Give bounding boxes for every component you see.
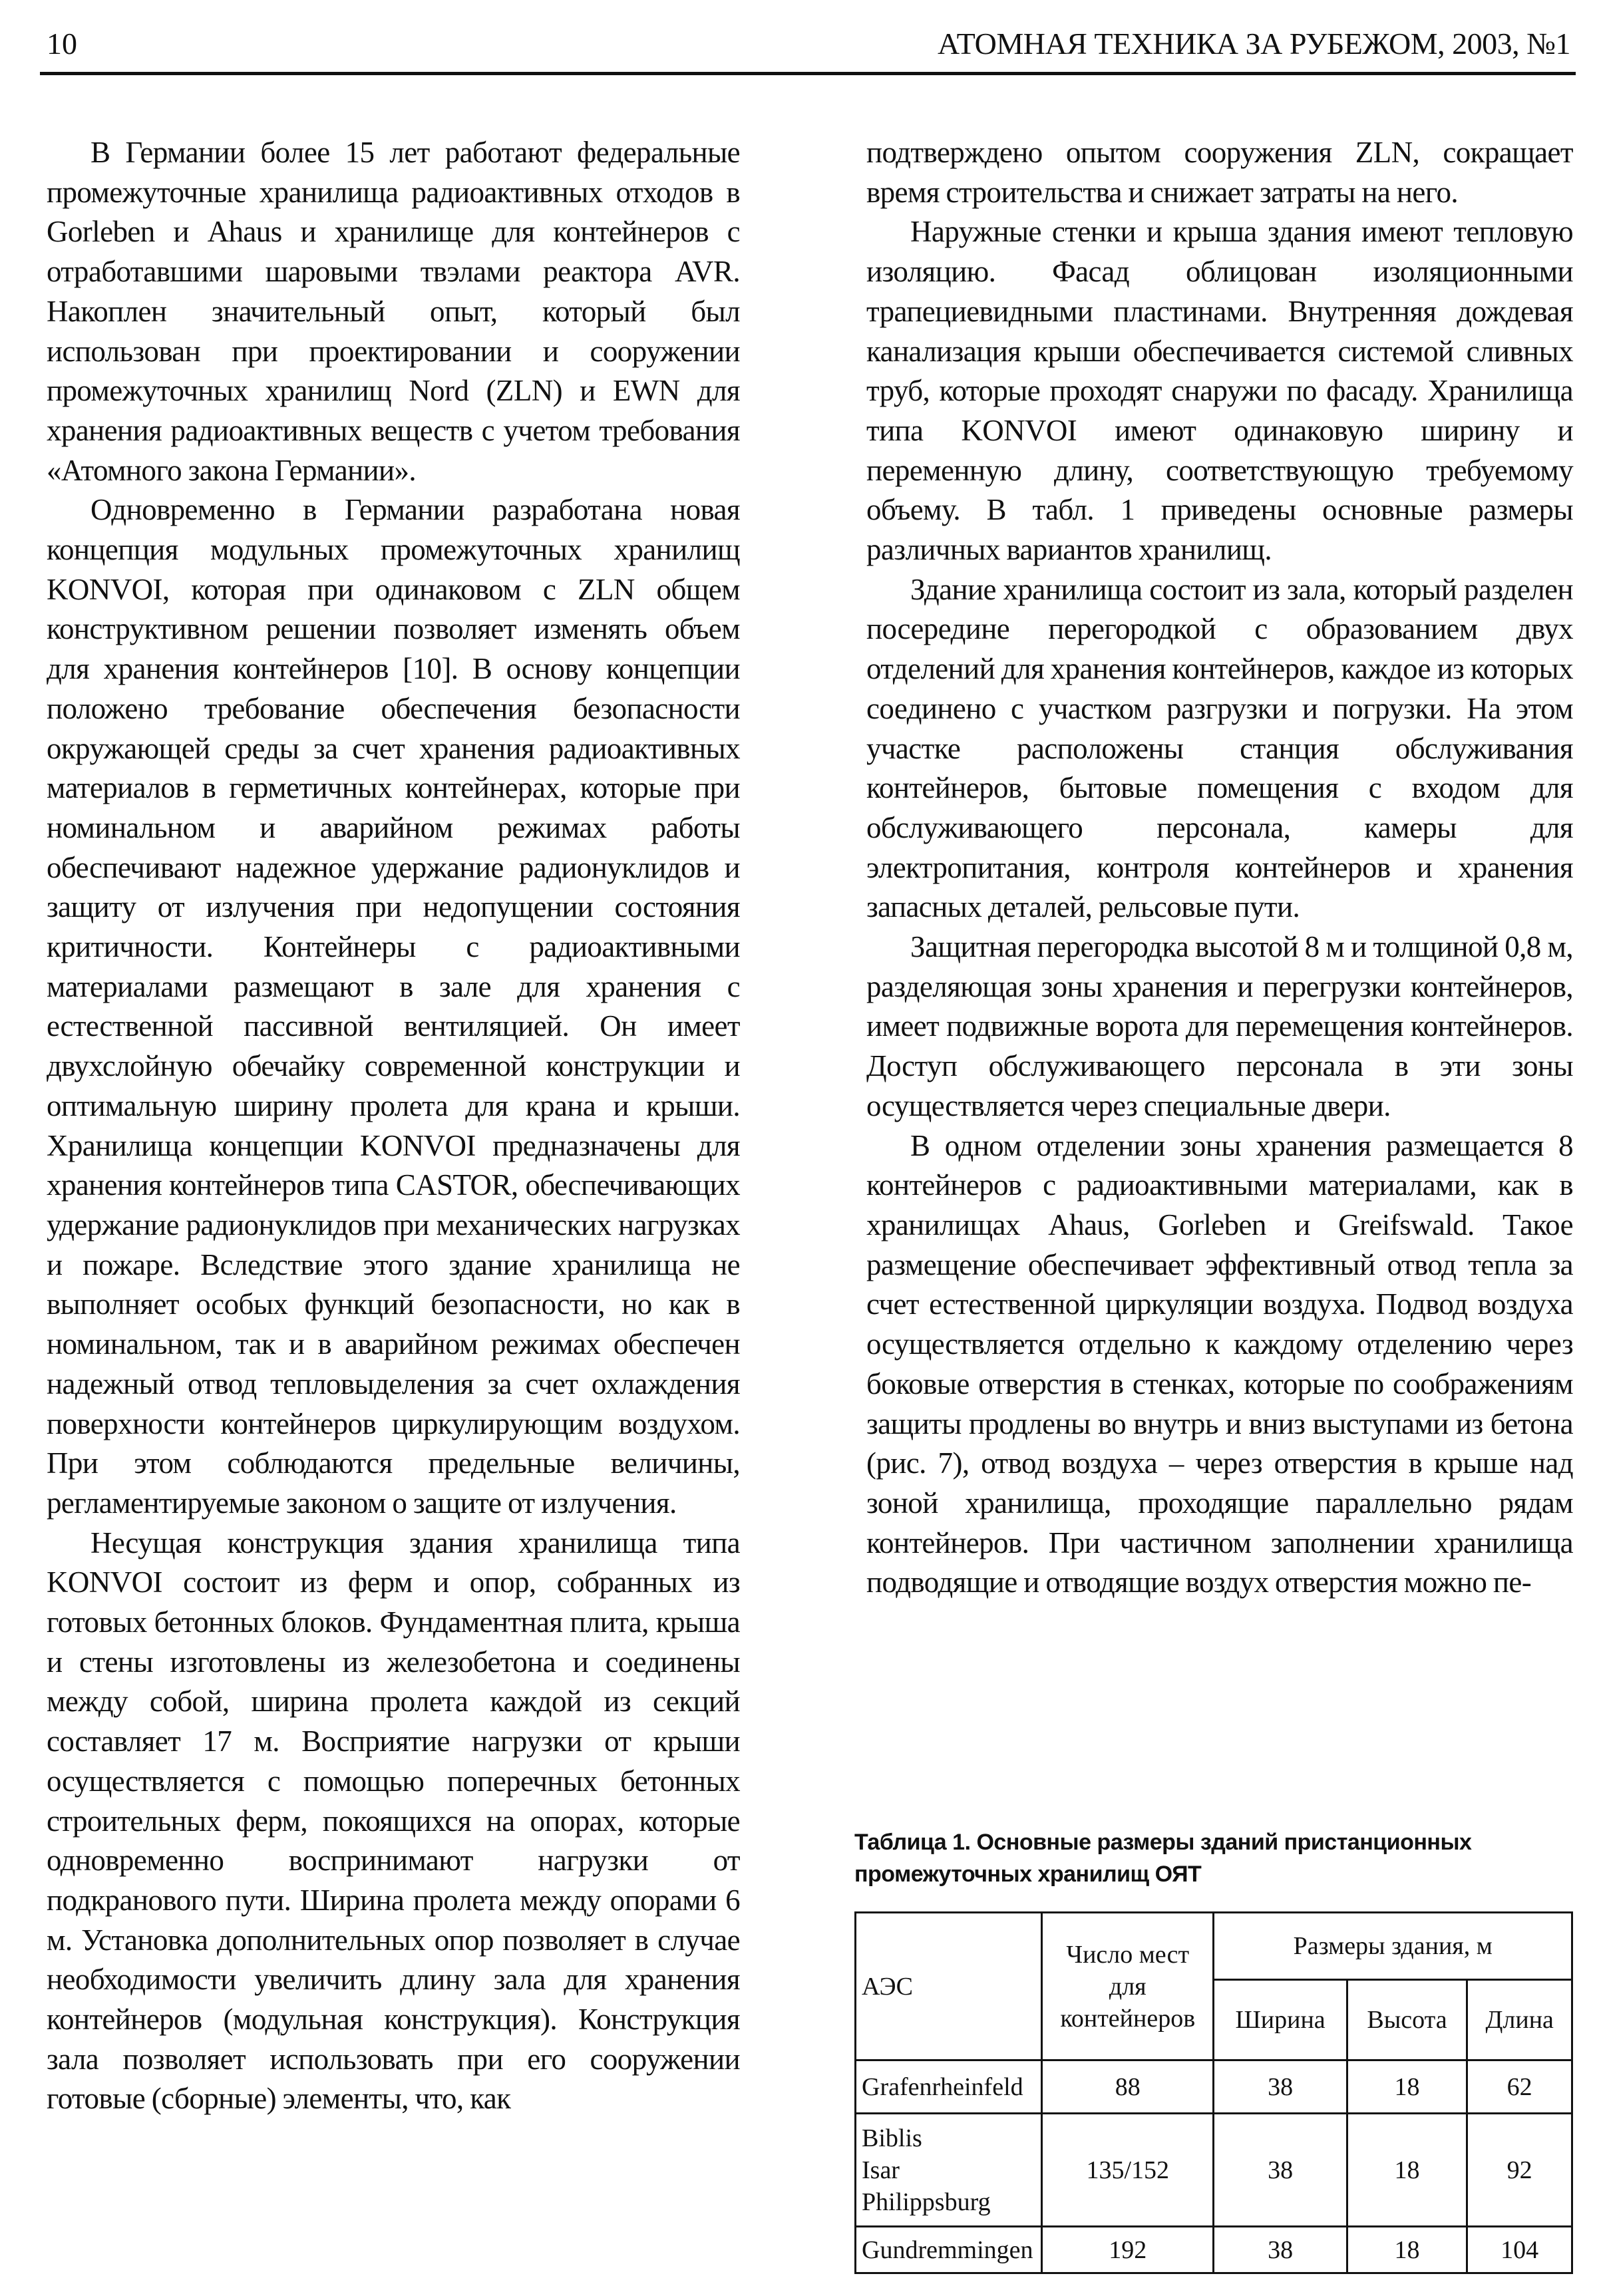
table-row <box>856 2060 1572 2114</box>
cell-length: 104 <box>1467 2227 1572 2273</box>
paragraph: Одновременно в Германии разработана новая концепция модульных промежуточных хранилищ KONVOI, которая при одинаковом с ZLN общем конструктивном решении позволяет изменять объем для хранения контейнеров [10]. В основу концепции положено требование обеспечения безопасности окружающей среды за счет хранения радиоактивных материалов в герметичных контейнерах, которые при номинальном и аварийном режимах работы обеспечивают надежное удержание радионуклидов и защиту от излучения при недопущении состояния критичности. Контейнеры с радиоактивными материалами размещают в зале для хранения с естественной пассивной вентиляцией. Он имеет двухслойную обечайку современной конструкции и оптимальную ширину пролета для крана и крыши. Хранилища концепции KONVOI предназначены для хранения контейнеров типа CASTOR, обеспечивающих удержание радионуклидов при механических нагрузках и пожаре. Вследствие этого здание хранилища не выполняет особых функций безопасности, но как в номинальном, так и в аварийном режимах обеспечен надежный отвод тепловыделения за счет охлаждения поверхности контейнеров циркулирующим воздухом. При этом соблюдаются предельные величины, регламентируемые законом о защите от излучения. <box>47 493 740 1520</box>
paragraph: В Германии более 15 лет работают федеральные промежуточные хранилища радиоактивных отходов в Gorleben и Ahaus и хранилище для контейнеров с отработавшими шаровыми твэлами реактора AVR. Накоплен значительный опыт, который был использован при проектировании и сооружении промежуточных хранилищ Nord (ZLN) и EWN для хранения радиоактивных веществ с учетом требования «Атомного закона Германии». <box>47 136 740 487</box>
header-width: Ширина <box>1214 1980 1347 2060</box>
plant-name: Biblis <box>862 2124 922 2152</box>
cell-plant: Gundremmingen <box>856 2227 1042 2273</box>
table-caption: Таблица 1. Основные размеры зданий пристанционных промежуточных хранилищ ОЯТ <box>854 1830 1472 1887</box>
cell-width: 38 <box>1214 2227 1347 2273</box>
cell-places: 135/152 <box>1042 2114 1214 2227</box>
cell-places: 88 <box>1042 2060 1214 2114</box>
cell-height: 18 <box>1347 2114 1467 2227</box>
journal-title: АТОМНАЯ ТЕХНИКА ЗА РУБЕЖОМ, 2003, №1 <box>937 27 1570 61</box>
left-column <box>47 133 740 2119</box>
cell-length: 62 <box>1467 2060 1572 2114</box>
paragraph: В одном отделении зоны хранения размещается 8 контейнеров с радиоактивными материалами, как в хранилищах Ahaus, Gorleben и Greifswald. Такое размещение обеспечивает эффективный отвод тепла за счет естественной циркуляции воздуха. Подвод воздуха осуществляется отдельно к каждому отделению через боковые отверстия в стенках, которые по соображениям защиты продлены во внутрь и вниз выступами из бетона (рис. 7), отвод воздуха – через отверстия в крыше над зоной хранилища, проходящие параллельно рядам контейнеров. При частичном заполнении хранилища подводящие и отводящие воздух отверстия можно пе- <box>866 1128 1573 1599</box>
header-rule <box>40 72 1576 75</box>
header-plant: АЭС <box>856 1913 1042 2060</box>
table-row <box>856 2114 1572 2227</box>
page-number: 10 <box>47 27 77 61</box>
table-row <box>856 2227 1572 2273</box>
paragraph: Защитная перегородка высотой 8 м и толщиной 0,8 м, разделяющая зоны хранения и перегрузки контейнеров, имеет подвижные ворота для перемещения контейнеров. Доступ обслуживающего персонала в эти зоны осуществляется через специальные двери. <box>866 930 1573 1122</box>
header-places: Число мест для контейнеров <box>1042 1913 1214 2060</box>
paragraph: Несущая конструкция здания хранилища типа KONVOI состоит из ферм и опор, собранных из готовых бетонных блоков. Фундаментная плита, крыша и стены изготовлены из железобетона и соединены между собой, ширина пролета каждой из секций составляет 17 м. Восприятие нагрузки от крыши осуществляется с помощью поперечных бетонных строительных ферм, покоящихся на опорах, которые одновременно воспринимают нагрузки от подкранового пути. Ширина пролета между опорами 6 м. Установка дополнительных опор позволяет в случае необходимости увеличить длину зала для хранения контейнеров (модульная конструкция). Конструкция зала позволяет использовать при его сооружении готовые (сборные) элементы, что, как <box>47 1526 740 2116</box>
cell-plant: Grafenrheinfeld <box>856 2060 1042 2114</box>
header-height: Высота <box>1347 1980 1467 2060</box>
right-column <box>866 133 1573 1603</box>
cell-plant <box>856 2114 1042 2227</box>
plant-name: Philippsburg <box>862 2188 991 2216</box>
cell-length: 92 <box>1467 2114 1572 2227</box>
cell-width: 38 <box>1214 2060 1347 2114</box>
cell-height: 18 <box>1347 2060 1467 2114</box>
dimensions-table <box>854 1911 1573 2274</box>
paragraph: Здание хранилища состоит из зала, который разделен посередине перегородкой с образованием двух отделений для хранения контейнеров, каждое из которых соединено с участком разгрузки и погрузки. На этом участке расположены станция обслуживания контейнеров, бытовые помещения с входом для обслуживающего персонала, камеры для электропитания, контроля контейнеров и хранения запасных деталей, рельсовые пути. <box>866 572 1573 924</box>
cell-height: 18 <box>1347 2227 1467 2273</box>
paragraph: подтверждено опытом сооружения ZLN, сокращает время строительства и снижает затраты на него. <box>866 136 1573 209</box>
plant-name: Isar <box>862 2156 900 2184</box>
table-header-row <box>856 1913 1572 1980</box>
header-length: Длина <box>1467 1980 1572 2060</box>
header-dimensions: Размеры здания, м <box>1214 1913 1572 1980</box>
paragraph: Наружные стенки и крыша здания имеют тепловую изоляцию. Фасад облицован изоляционными трапециевидными пластинами. Внутренняя дождевая канализация крыши обеспечивается системой сливных труб, которые проходят снаружи по фасаду. Хранилища типа KONVOI имеют одинаковую ширину и переменную длину, соответствующую требуемому объему. В табл. 1 приведены основные размеры различных вариантов хранилищ. <box>866 215 1573 567</box>
cell-places: 192 <box>1042 2227 1214 2273</box>
cell-width: 38 <box>1214 2114 1347 2227</box>
